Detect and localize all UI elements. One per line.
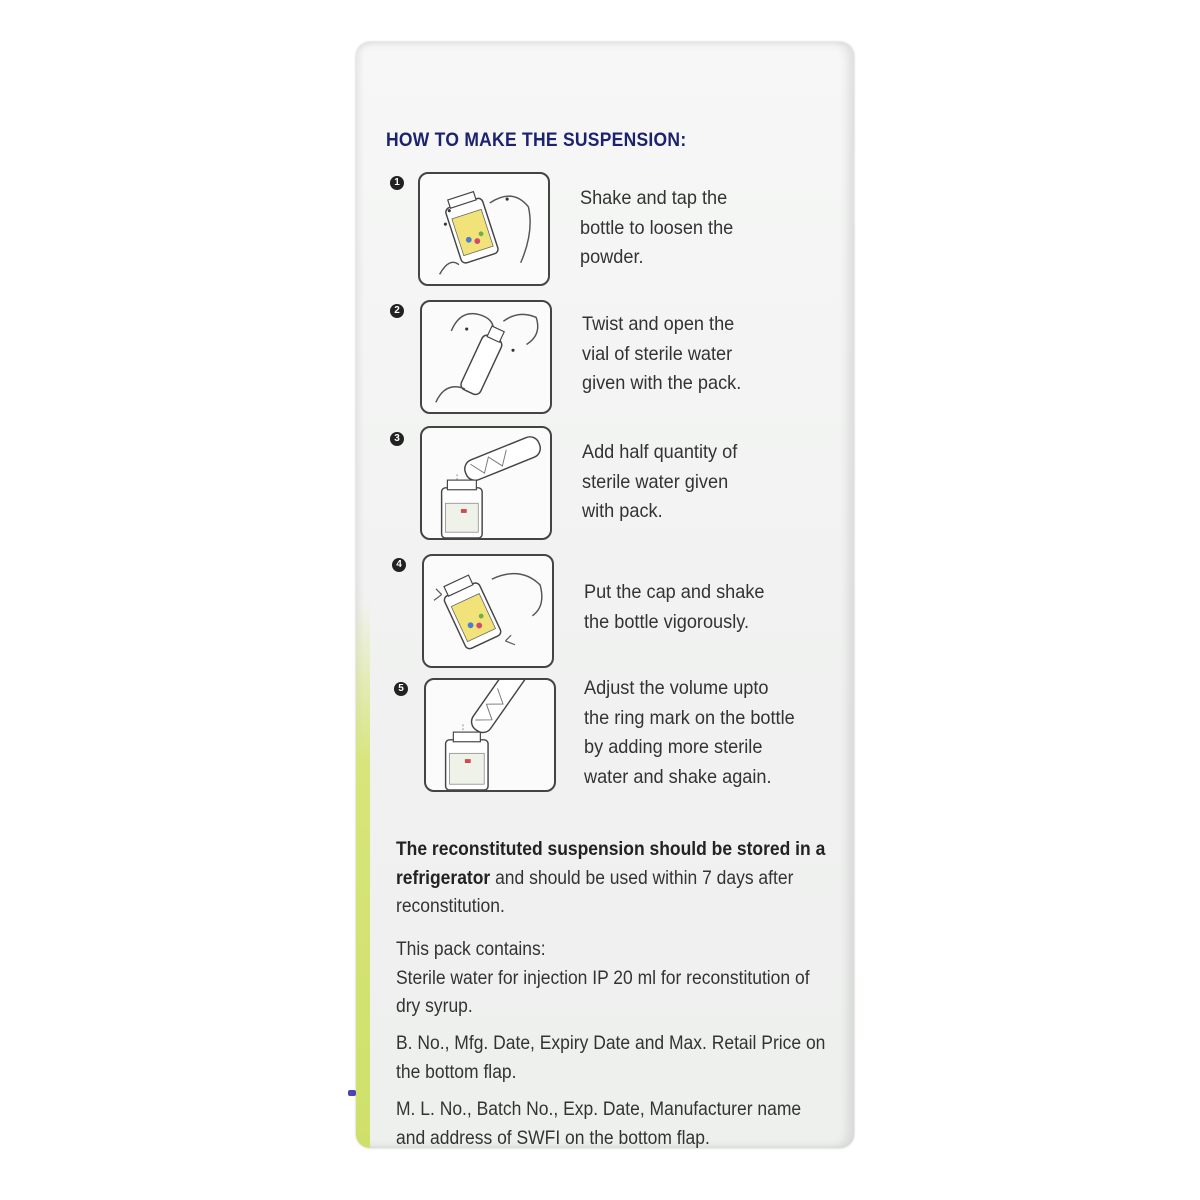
storage-rest-text: and should be used within 7 days after reconstitution. [396, 867, 794, 917]
green-edge-stripe [356, 602, 370, 1148]
step-4-text: Put the cap and shake the bottle vigorously. [584, 581, 765, 633]
storage-instructions [396, 836, 828, 922]
shake-bottle-icon [420, 174, 548, 284]
step-4-number: 4 [392, 558, 406, 572]
step-2-text: Twist and open the vial of sterile water given with the pack. [582, 313, 742, 394]
pack-contents [396, 936, 828, 1022]
step-2-number: 2 [390, 304, 404, 318]
print-mark [348, 1090, 356, 1096]
step-1-number: 1 [390, 176, 404, 190]
storage-bold-text: The reconstituted suspension should be stored in a refrigerator [396, 839, 826, 889]
medicine-pack-panel [356, 42, 854, 1148]
shake-cap-icon [424, 556, 552, 666]
step-5-number: 5 [394, 682, 408, 696]
pack-contents-text: Sterile water for injection IP 20 ml for reconstitution of dry syrup. [396, 967, 810, 1017]
manufacturer-info: M. L. No., Batch No., Exp. Date, Manufacturer name and address of SWFI on the bottom flap. [396, 1099, 802, 1148]
step-3-text: Add half quantity of sterile water given with pack. [582, 441, 738, 522]
step-5-text: Adjust the volume upto the ring mark on the bottle by adding more sterile water and shake again. [584, 677, 795, 788]
batch-info: B. No., Mfg. Date, Expiry Date and Max. Retail Price on the bottom flap. [396, 1033, 826, 1083]
pack-contents-label: This pack contains: [396, 939, 546, 960]
fill-to-mark-icon [426, 680, 554, 790]
step-5-illustration [424, 678, 556, 792]
step-4-illustration [422, 554, 554, 668]
step-3-number: 3 [390, 432, 404, 446]
pour-water-icon [422, 428, 550, 538]
step-1-illustration [418, 172, 550, 286]
open-vial-icon [422, 302, 550, 412]
step-1-text: Shake and tap the bottle to loosen the powder. [580, 187, 734, 268]
instructions-heading: HOW TO MAKE THE SUSPENSION: [386, 130, 687, 151]
step-2-illustration [420, 300, 552, 414]
step-3-illustration [420, 426, 552, 540]
